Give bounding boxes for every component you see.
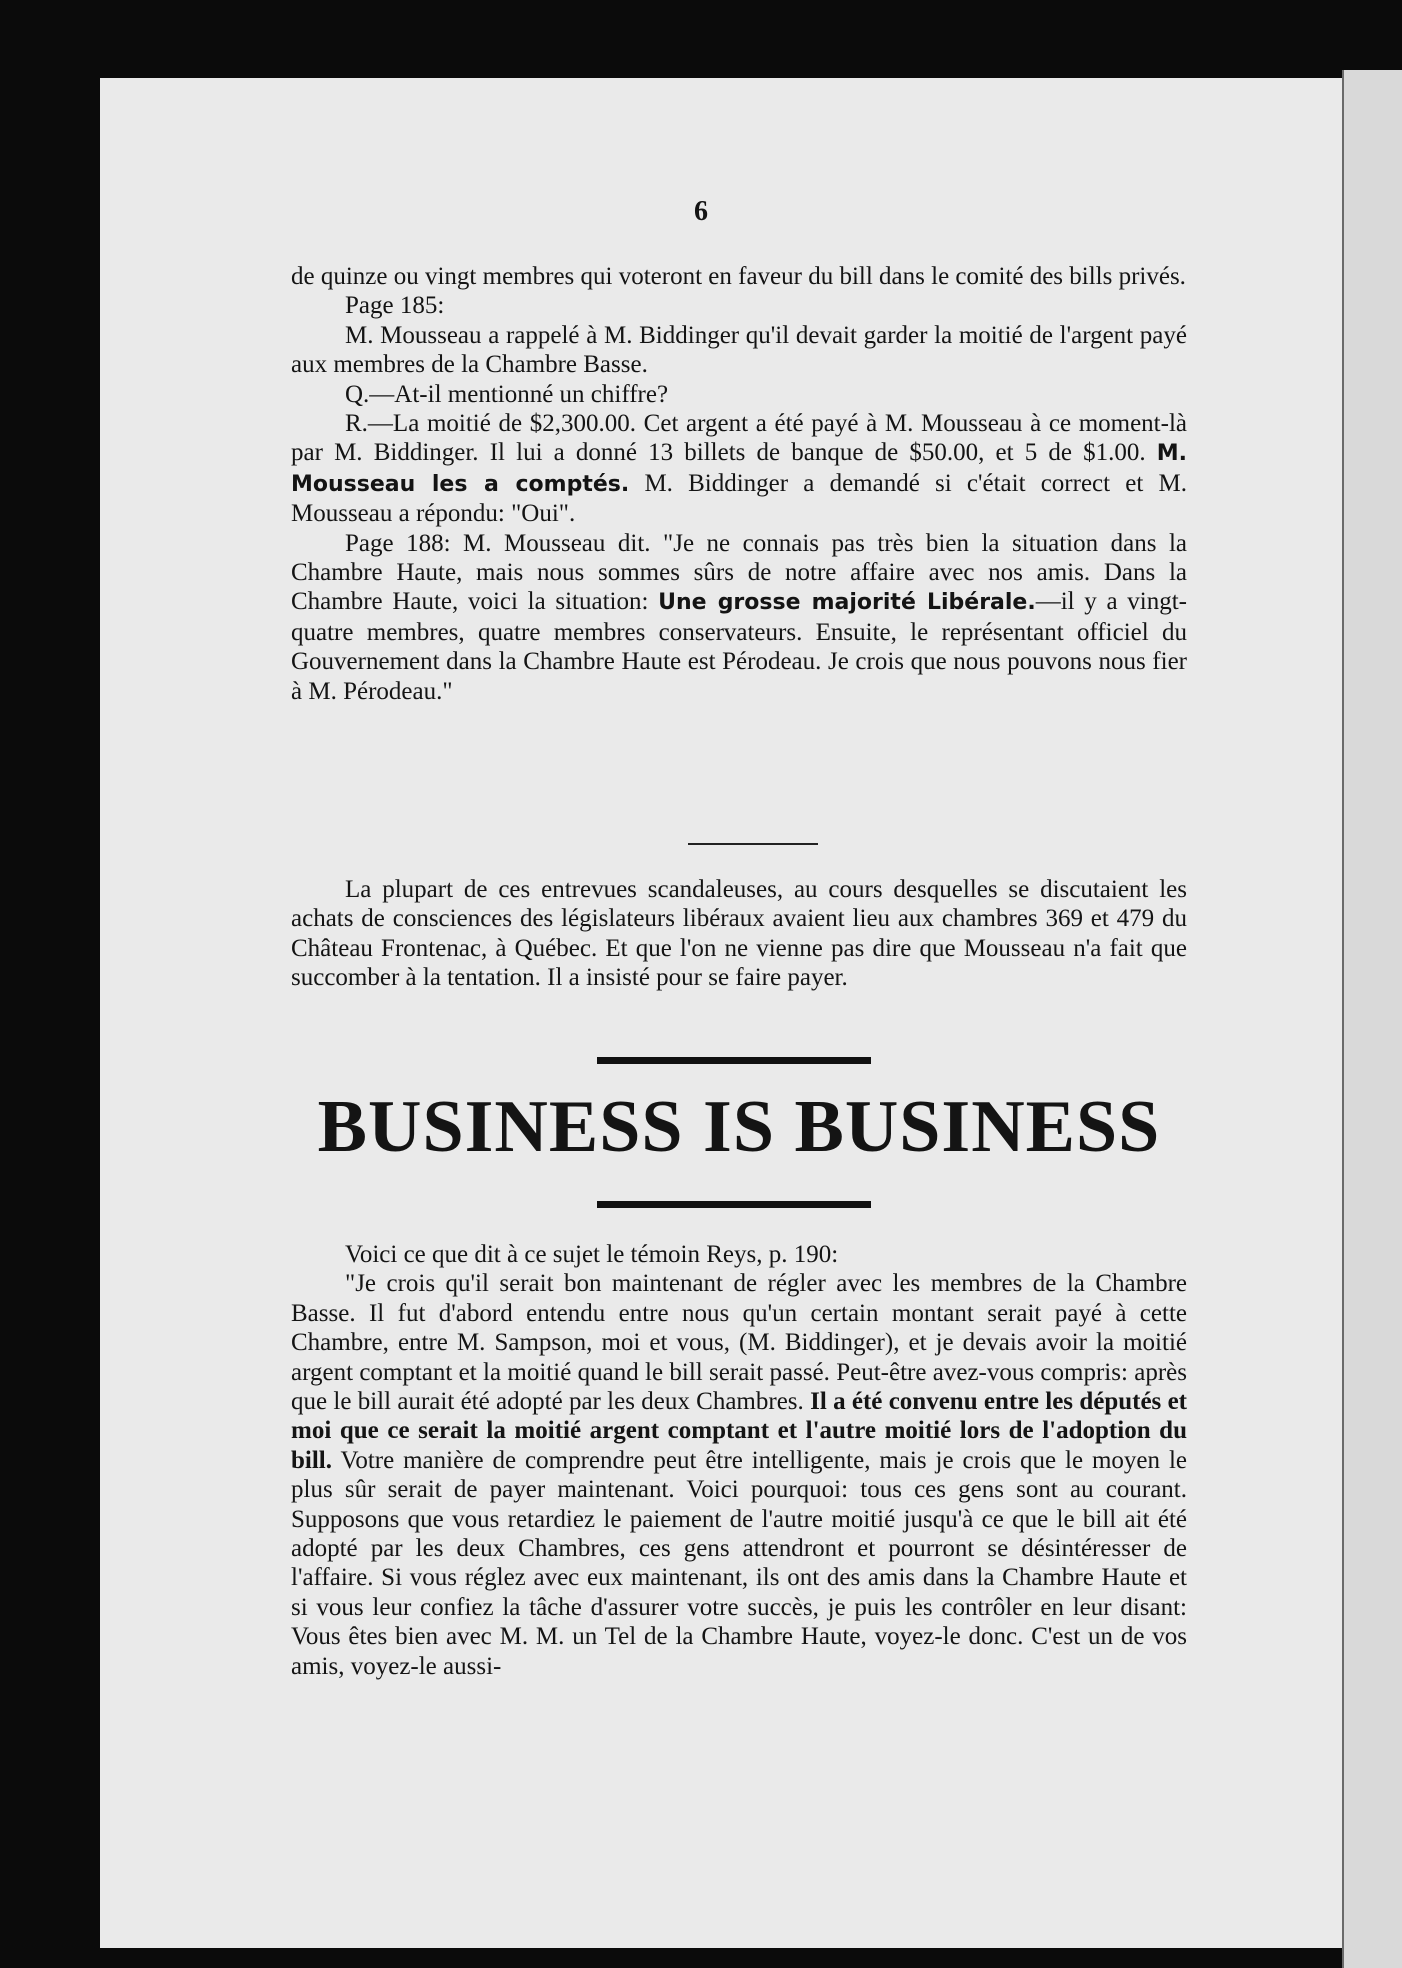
paragraph: de quinze ou vingt membres qui voteront en faveur du bill dans le comité des bills privés. [291,263,1186,290]
section-divider [688,843,818,845]
quotation-text: "Je crois qu'il serait bon maintenant de régler avec les membres de la Chambre Basse. Il fut d'abord entendu entre nous qu'un certain montant serait payé à cette Chambre, entre M. Sampson, moi et vous, (M. Biddinger), et je devais avoir la moitié argent comptant et la moitié quand le bill serait passé. Peut-être avez-vous compris: après que le bill aurait été adopté par les deux Chambres. [291,1270,1187,1416]
quotation-text: Page 188: M. Mousseau dit. "Je ne connais pas très bien la situation dans la Chambre Haute, mais nous sommes sûrs de notre affaire avec nos amis. Dans la Chambre Haute, voici la situation: [291,529,1187,616]
quotation-text-end: Votre manière de comprendre peut être intelligente, mais je crois que le moyen le plus sûr serait de payer maintenant. Voici pourquoi: tous ces gens sont au courant. Supposons que vous retardiez le paiement de l'autre moitié jusqu'à ce que le bill ait été adopté par les deux Chambres, ces gens attendront et pourront se désintéresser de l'affaire. Si vous réglez avec eux maintenant, ils ont des amis dans la Chambre Haute et si vous leur confiez la tâche d'assurer votre succès, je puis les contrôler en leur disant: Vous êtes bien avec M. M. un Tel de la Chambre Haute, voyez-le donc. C'est un de vos amis, voyez-le aussi- [291,1446,1187,1680]
section-reys-testimony [291,1240,1187,1681]
quotation [291,529,1187,706]
emphasis-text: Il a été convenu entre les députés et moi que ce serait la moitié argent comptant et l'autre moitié lors de l'adoption du bill. [291,1388,1188,1474]
quotation-text-end: —il y a vingt-quatre membres, quatre membres conservateurs. Ensuite, le représentant officiel du Gouvernement dans la Chambre Haute est Pérodeau. Je crois que nous pouvons nous fier à M. Pérodeau." [291,588,1187,705]
page-number: 6 [694,196,708,227]
emphasis-text: M. Mousseau les a comptés. [291,441,1188,497]
section-testimony [291,262,1187,706]
paragraph: M. Mousseau a rappelé à M. Biddinger qu'il devait garder la moitié de l'argent payé aux membres de la Chambre Basse. [291,321,1187,379]
answer [291,409,1187,529]
paragraph: La plupart de ces entrevues scandaleuses, au cours desquelles se discutaient les achats de consciences des législateurs libéraux avaient lieu aux chambres 369 et 479 du Château Frontenac, à Québec. Et que l'on ne vienne pas dire que Mousseau n'a fait que succomber à la tentation. Il a insisté pour se faire payer. [291,876,1187,992]
intro: Voici ce que dit à ce sujet le témoin Reys, p. 190: [345,1241,839,1268]
quotation [291,1269,1187,1681]
headline: BUSINESS IS BUSINESS [317,1086,1161,1168]
answer-text-end: M. Biddinger a demandé si c'était correct et M. Mousseau a répondu: "Oui". [291,469,1188,528]
question: Q.—At-il mentionné un chiffre? [345,380,669,408]
adjacent-page-edge [1342,70,1402,1968]
page-reference: Page 185: [345,292,445,320]
headline-rule-top [597,1057,871,1064]
answer-text: R.—La moitié de $2,300.00. Cet argent a été payé à M. Mousseau à ce moment-là par M. Biddinger. Il lui a donné 13 billets de banque de $50.00, et 5 de $1.00. [291,410,1187,467]
section-commentary [291,875,1187,993]
emphasis-text: Une grosse majorité Libérale. [658,590,1036,616]
headline-rule-bottom [597,1201,871,1208]
